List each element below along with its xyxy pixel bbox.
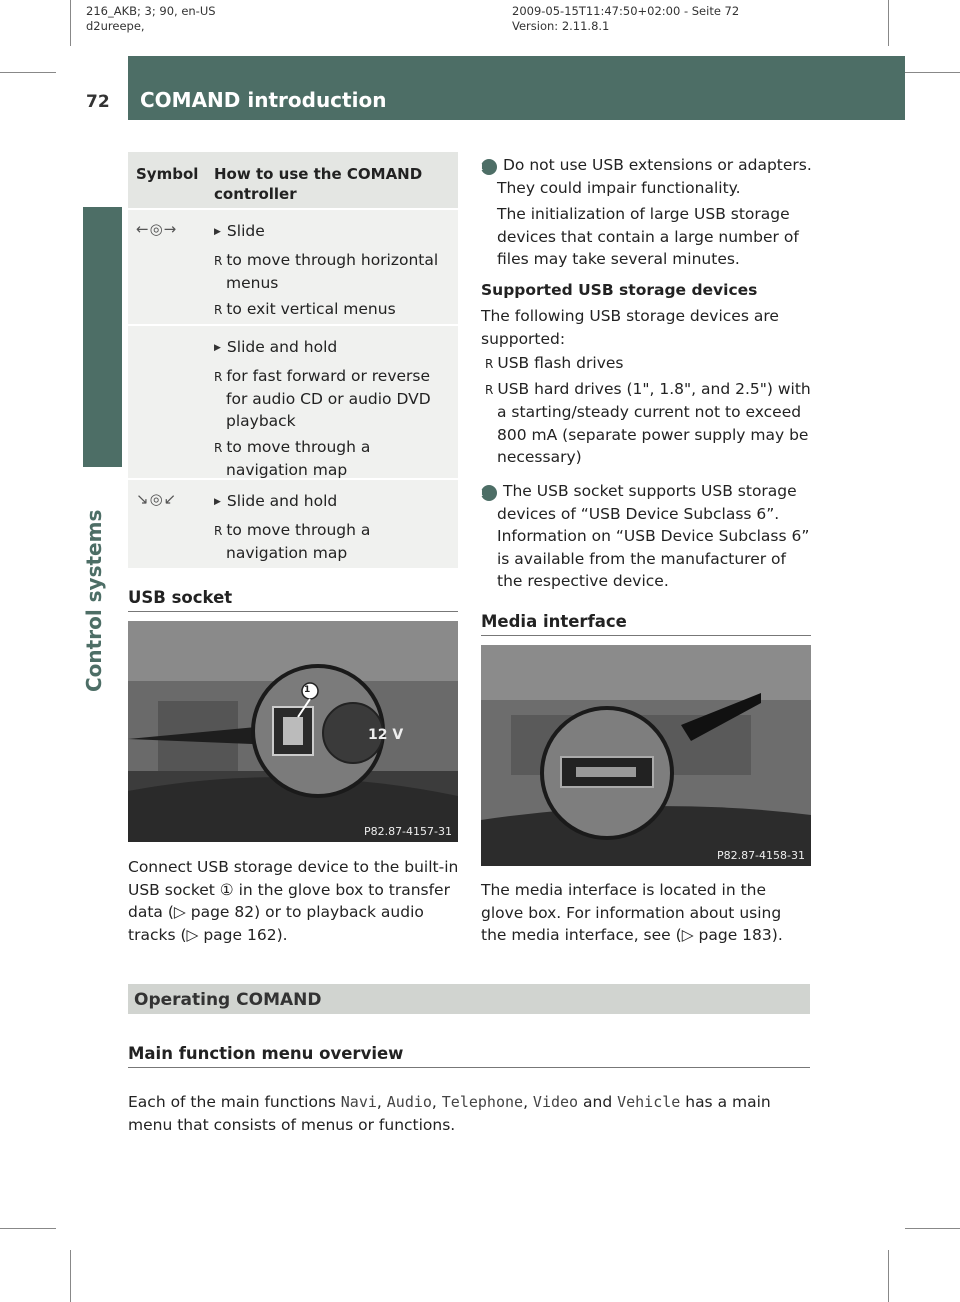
print-meta-left-1: 216_AKB; 3; 90, en-US [86,4,216,18]
text-span: , [523,1093,533,1111]
bullet-item: R to move through horizontal menus [214,249,452,294]
step-label: ▶ Slide and hold [214,490,452,515]
info-note-2 [478,480,813,593]
step-label: ▶ Slide and hold [214,336,452,361]
table-cell-symbol [128,326,214,478]
controller-table [128,152,458,568]
text-span: The media interface is located in the glove box. For information about using the media interface, see ( [481,881,782,944]
usb-socket-text [128,856,463,946]
media-interface-illustration [481,645,811,866]
function-name: Vehicle [617,1093,681,1111]
callout-1-icon: ① [219,880,234,899]
list-item: R USB hard drives (1", 1.8", and 2.5") with a starting/steady current not to exceed 800 mA (separate power supply may be necessary) [481,378,813,469]
table-header-usage: How to use the COMAND controller [214,165,423,203]
crop-mark [888,0,889,46]
heading-rule [481,635,811,636]
slide-diagonal-symbol-icon: ↘◎↙ [136,490,178,508]
table-row [128,208,458,324]
heading-rule [128,1067,810,1068]
crop-mark [0,1228,56,1229]
page-title: COMAND introduction [140,88,387,112]
supported-heading: Supported USB storage devices [481,281,758,299]
table-cell [214,210,458,324]
photo-code: P82.87-4158-31 [716,849,805,862]
main-menu-heading: Main function menu overview [128,1044,404,1063]
side-tab [83,207,122,467]
info-icon: i [481,159,497,175]
table-row [128,324,458,478]
table-header-symbol: Symbol [136,165,199,183]
bullet-item: R to exit vertical menus [214,298,452,321]
info-text: The USB socket supports USB storage devices of “USB Device Subclass 6”. Information on “USB Device Subclass 6” is available from the manufacturer of the respective device. [497,482,810,590]
crop-mark [0,72,56,73]
print-meta-left [86,4,216,34]
function-name: Audio [386,1093,432,1111]
main-menu-text [128,1091,818,1136]
step-label: ▶ Slide [214,220,452,245]
page-number: 72 [86,92,110,112]
table-header [128,152,458,208]
function-name: Video [532,1093,579,1111]
table-cell [214,480,458,568]
text-span: Connect USB storage device to the built-in USB socket [128,858,459,899]
text-span: has a main menu that consists of menus or functions. [128,1093,771,1134]
usb-socket-heading: USB socket [128,588,233,607]
table-cell [214,326,458,478]
info-note-1 [478,154,813,271]
text-span: , [431,1093,442,1111]
page-reference[interactable]: ▷ page 82 [173,903,255,921]
bullet-item: R for fast forward or reverse for audio CD or audio DVD playback [214,365,452,432]
media-interface-text [481,879,811,947]
section-title: Operating COMAND [134,990,322,1010]
info-text-2: The initialization of large USB storage devices that contain a large number of files may take several minutes. [497,205,799,268]
photo-code: P82.87-4157-31 [363,825,452,838]
print-meta-right-2: Version: 2.11.8.1 [512,19,610,33]
info-icon: i [481,485,497,501]
text-span: ). [276,925,288,944]
crop-mark [70,1250,71,1302]
bullet-item: R to move through a navigation map [214,519,452,564]
info-text: Do not use USB extensions or adapters. They could impair functionality. [497,156,812,197]
text-span: and [578,1093,618,1111]
table-row [128,478,458,568]
text-span: in the glove box to transfer data ( [128,880,450,921]
supported-list [481,305,813,469]
function-name: Telephone [441,1093,524,1111]
print-meta-right [512,4,739,34]
slide-horizontal-symbol-icon: ←◎→ [136,220,178,238]
function-name: Navi [340,1093,377,1111]
usb-socket-illustration [128,621,458,842]
list-item: R USB flash drives [481,352,813,376]
crop-mark [905,72,960,73]
media-interface-heading: Media interface [481,612,627,631]
text-span: ). [771,926,783,944]
header-divider [126,56,128,120]
crop-mark [70,0,71,46]
text-span: , [376,1093,387,1111]
heading-rule [128,611,458,612]
crop-mark [905,1228,960,1229]
print-meta-right-1: 2009-05-15T11:47:50+02:00 - Seite 72 [512,4,740,18]
crop-mark [888,1250,889,1302]
side-label: Control systems [82,509,106,692]
page-reference[interactable]: ▷ page 183 [681,926,772,944]
callout-number: 1 [304,685,311,695]
supported-intro: The following USB storage devices are supported: [481,307,779,348]
page-reference[interactable]: ▷ page 162 [186,925,277,944]
usb-socket-photo [128,621,458,842]
media-interface-photo [481,645,811,866]
text-span: Each of the main functions [128,1093,341,1111]
socket-label: 12 V [368,727,404,743]
bullet-item: R to move through a navigation map [214,436,452,481]
print-meta-left-2: d2ureepe, [86,19,145,33]
text-span: ) or to playback audio tracks ( [128,903,424,944]
